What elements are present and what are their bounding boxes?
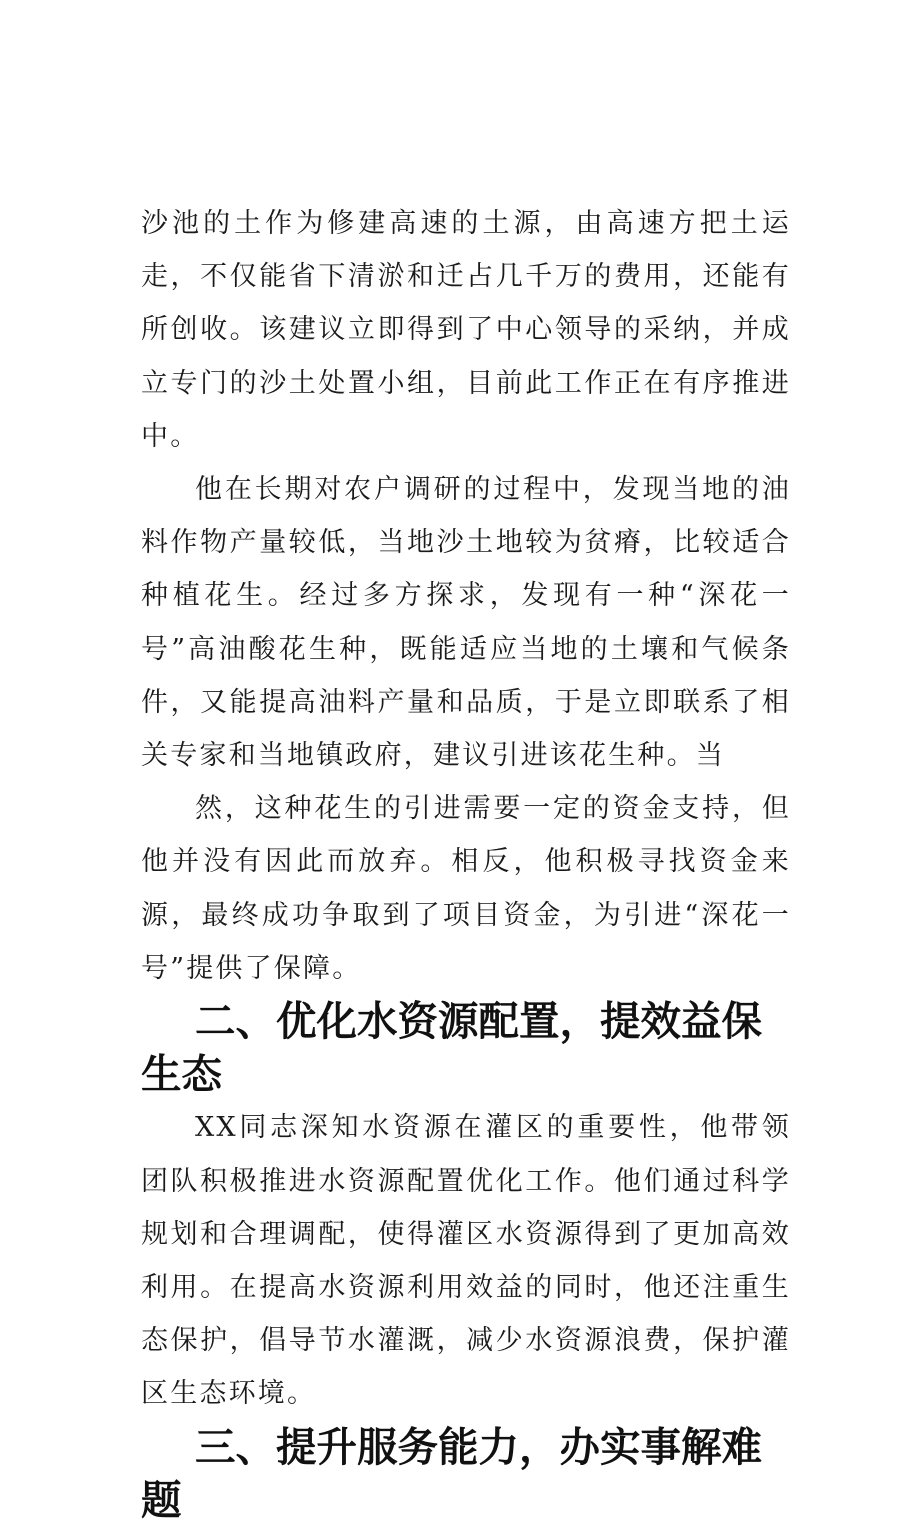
section-heading-service-capacity: 三、提升服务能力，办实事解难题 (141, 1422, 762, 1524)
section-heading-water-resources: 二、优化水资源配置，提效益保生态 (141, 997, 762, 1099)
paragraph-water-resources: XX同志深知水资源在灌区的重要性，他带领团队积极推进水资源配置优化工作。他们通过科学规划和合理调配，使得灌区水资源得到了更加高效利用。在提高水资源利用效益的同时，他还注重生态保护，倡导节水灌溉，减少水资源浪费，保护灌区生态环境。 (141, 1112, 791, 1410)
paragraph-sand-disposal: 沙池的土作为修建高速的土源，由高速方把土运走，不仅能省下清淤和迁占几千万的费用，还能有所创收。该建议立即得到了中心领导的采纳，并成立专门的沙土处置小组，目前此工作正在有序推进中。 (141, 208, 791, 452)
paragraph-peanut-research: 他在长期对农户调研的过程中，发现当地的油料作物产量较低，当地沙土地较为贫瘠，比较适合种植花生。经过多方探求，发现有一种“深花一号”高油酸花生种，既能适应当地的土壤和气候条件，又能提高油料产量和品质，于是立即联系了相关专家和当地镇政府，建议引进该花生种。当 (141, 474, 791, 772)
document-body (141, 197, 791, 1527)
paragraph-peanut-funding: 然，这种花生的引进需要一定的资金支持，但他并没有因此而放弃。相反，他积极寻找资金来源，最终成功争取到了项目资金，为引进“深花一号”提供了保障。 (141, 793, 791, 984)
